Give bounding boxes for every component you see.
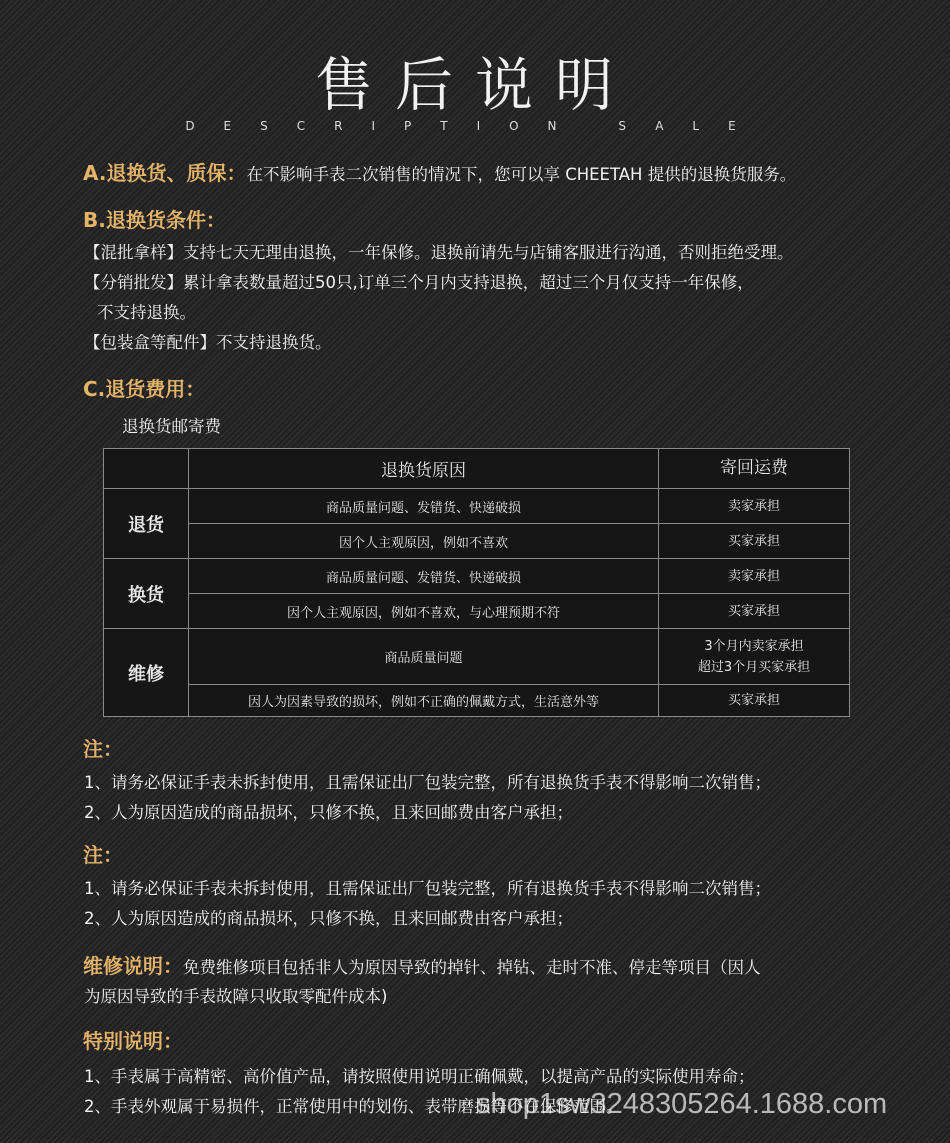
category-cell: 维修	[104, 629, 189, 717]
table-header	[104, 449, 189, 489]
table-header: 退换货原因	[189, 449, 659, 489]
return-fee-table	[103, 448, 850, 717]
fee-line: 3个月内卖家承担	[704, 638, 804, 654]
reason-cell: 商品质量问题	[189, 629, 659, 685]
reason-cell: 商品质量问题、发错货、快递破损	[189, 559, 659, 594]
category-cell: 换货	[104, 559, 189, 629]
table-row	[104, 489, 850, 524]
fee-cell	[659, 629, 850, 685]
reason-cell: 因个人主观原因，例如不喜欢	[189, 524, 659, 559]
fee-cell: 卖家承担	[659, 559, 850, 594]
note-line: 1、请务必保证手表未拆封使用，且需保证出厂包装完整，所有退换货手表不得影响二次销售；	[84, 773, 771, 792]
note-heading: 注：	[83, 843, 123, 867]
watermark: shop1sw3248305264.1688.com	[476, 1088, 888, 1120]
table-row	[104, 559, 850, 594]
fee-cell: 买家承担	[659, 594, 850, 629]
reason-cell: 商品质量问题、发错货、快递破损	[189, 489, 659, 524]
special-heading: 特别说明：	[83, 1029, 183, 1053]
repair-text-cont: 为原因导致的手表故障只收取零配件成本)	[84, 987, 388, 1006]
note-line: 2、人为原因造成的商品损坏，只修不换，且来回邮费由客户承担；	[84, 909, 573, 928]
table-row	[104, 685, 850, 717]
section-b-line: 不支持退换。	[97, 303, 196, 322]
section-c-heading: C.退货费用：	[83, 377, 206, 401]
table-caption: 退换货邮寄费	[122, 417, 221, 436]
table-row	[104, 594, 850, 629]
page-title: 售后说明	[314, 51, 635, 119]
fee-cell: 买家承担	[659, 685, 850, 717]
section-b-line: 【包装盒等配件】不支持退换货。	[84, 333, 332, 352]
repair-heading: 维修说明：	[83, 954, 183, 978]
fee-cell: 买家承担	[659, 524, 850, 559]
table-header: 寄回运费	[659, 449, 850, 489]
section-a-heading: A.退换货、质保：	[83, 161, 247, 185]
special-line: 1、手表属于高精密、高价值产品，请按照使用说明正确佩戴，以提高产品的实际使用寿命；	[84, 1067, 755, 1086]
fee-line: 超过3个月买家承担	[697, 659, 811, 675]
table-row	[104, 524, 850, 559]
section-b-line: 【混批拿样】支持七天无理由退换，一年保修。退换前请先与店铺客服进行沟通，否则拒绝受理。	[84, 243, 794, 262]
category-cell: 退货	[104, 489, 189, 559]
repair-section	[83, 950, 761, 979]
page-subtitle: DESCRIPTION SALE	[185, 119, 765, 133]
special-line: 2、手表外观属于易损件，正常使用中的划伤、表带磨损等不在保修范围。	[84, 1097, 623, 1116]
note-line: 1、请务必保证手表未拆封使用，且需保证出厂包装完整，所有退换货手表不得影响二次销售；	[84, 879, 771, 898]
fee-cell: 卖家承担	[659, 489, 850, 524]
repair-text: 免费维修项目包括非人为原因导致的掉针、掉钻、走时不准、停走等项目（因人	[183, 958, 761, 977]
reason-cell: 因个人主观原因，例如不喜欢，与心理预期不符	[189, 594, 659, 629]
table-row	[104, 629, 850, 685]
note-heading: 注：	[83, 737, 123, 761]
reason-cell: 因人为因素导致的损坏，例如不正确的佩戴方式，生活意外等	[189, 685, 659, 717]
section-a	[83, 157, 796, 186]
section-a-text: 在不影响手表二次销售的情况下，您可以享 CHEETAH 提供的退换货服务。	[246, 165, 797, 184]
note-line: 2、人为原因造成的商品损坏，只修不换，且来回邮费由客户承担；	[84, 803, 573, 822]
section-b-line: 【分销批发】累计拿表数量超过50只,订单三个月内支持退换，超过三个月仅支持一年保修，	[84, 273, 754, 292]
section-b-heading: B.退换货条件：	[83, 208, 226, 232]
